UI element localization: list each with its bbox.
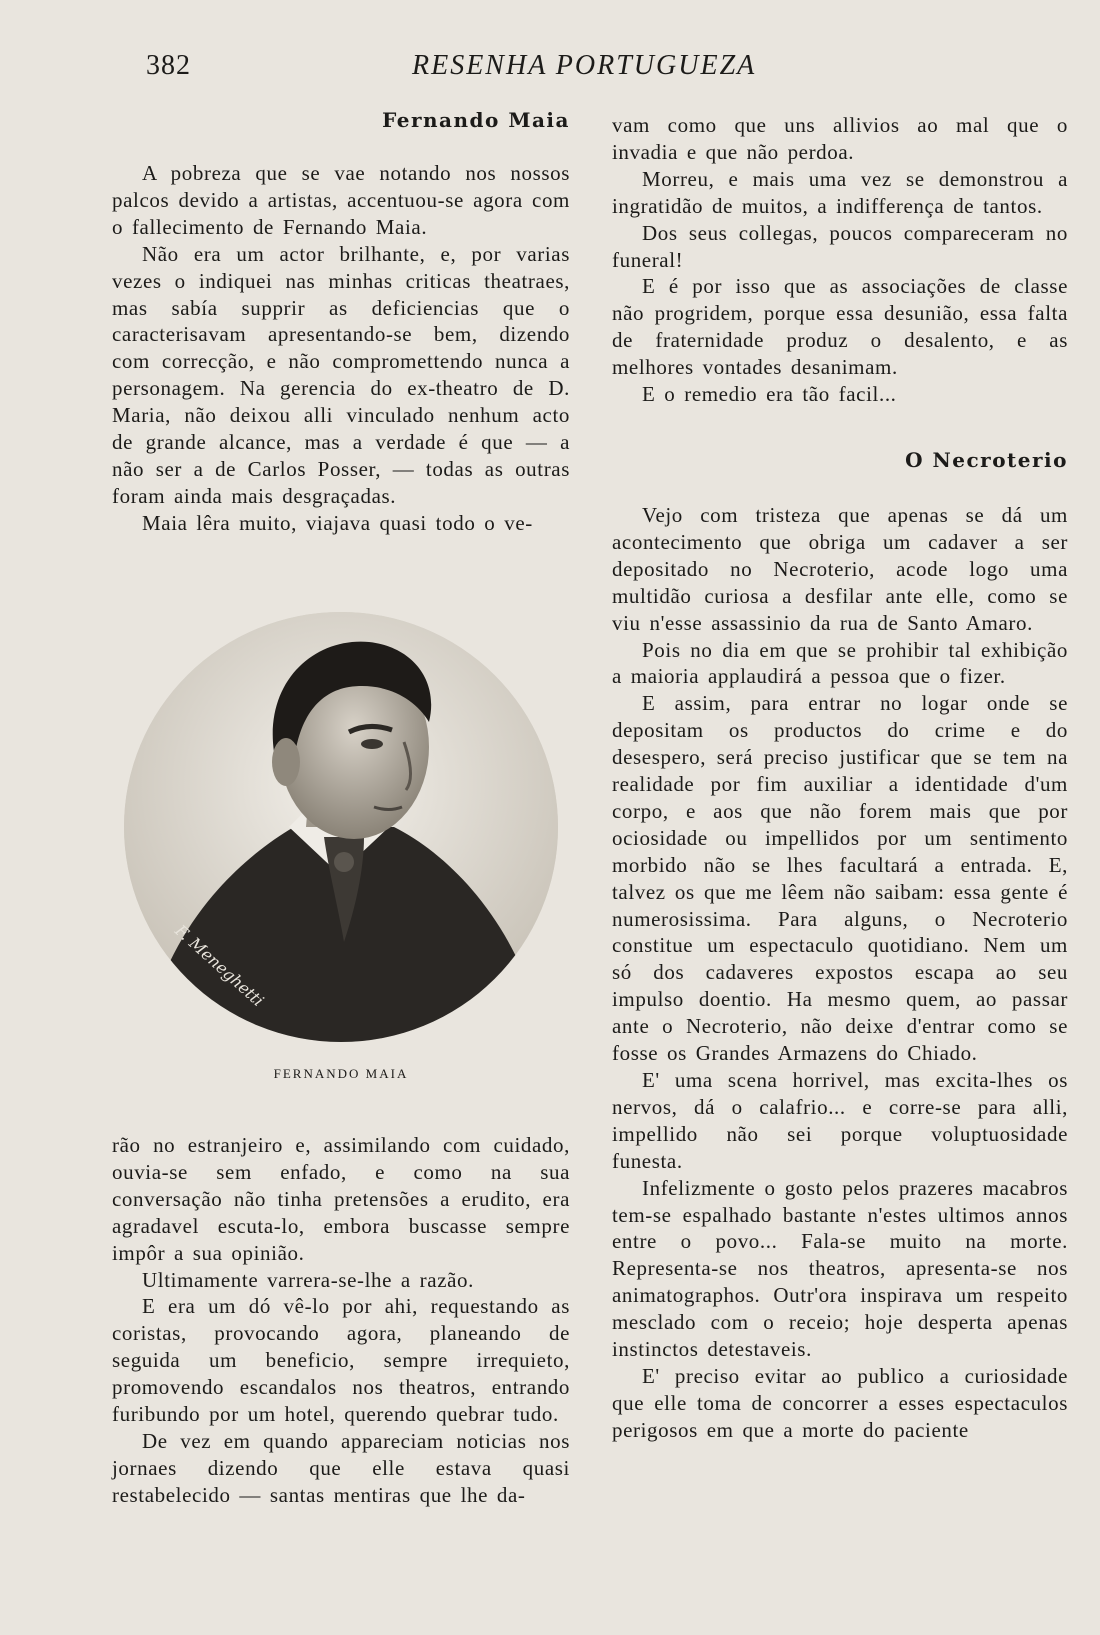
portrait-photo <box>124 612 558 1042</box>
article-title-necroterio: O Necroterio <box>905 447 1068 472</box>
article-paragraph: E' preciso evitar ao publico a curiosidade que elle toma de concorrer a esses espectaculos perigosos em que a morte do paciente <box>612 1363 1068 1442</box>
article-paragraph: E' uma scena horrivel, mas excita-lhes os nervos, dá o calafrio... e corre-se para alli, impellido não sei porque voluptuosidade funesta. <box>612 1068 1068 1173</box>
left-column <box>112 108 570 537</box>
right-column <box>612 112 1068 1444</box>
article-paragraph: Dos seus collegas, poucos compareceram no funeral! <box>612 220 1068 272</box>
article-paragraph: Ultimamente varrera-se-lhe a razão. <box>142 1267 474 1292</box>
article-paragraph: Morreu, e mais uma vez se demonstrou a ingratidão de muitos, a indifferença de tantos. <box>612 166 1068 218</box>
photo-signature: F. Meneghetti <box>171 920 268 1011</box>
article-paragraph: E é por isso que as associações de classe não progridem, porque essa desunião, essa falta de fraternidade produz o desalento, e as melhores vontades desanimam. <box>612 274 1068 380</box>
article-paragraph: rão no estranjeiro e, assimilando com cuidado, ouvia-se sem enfado, e como na sua conversação não tinha pretensões a erudito, era agradavel escuta-lo, embora buscasse sempre impôr a sua opinião. <box>112 1133 570 1265</box>
article-paragraph: Vejo com tristeza que apenas se dá um acontecimento que obriga um cadaver a ser depositado no Necroterio, acode logo uma multidão curiosa a desfilar ante elle, como se viu n'esse assassinio da rua de Santo Amaro. <box>612 502 1068 635</box>
left-column-lower <box>112 1132 570 1509</box>
article-paragraph: E era um dó vê-lo por ahi, requestando as coristas, provocando agora, planeando de seguida um beneficio, sempre irrequieto, promovendo escandalos nos theatros, entrando furibundo por um hotel, querendo quebrar tudo. <box>112 1294 570 1427</box>
running-title: RESENHA PORTUGUEZA <box>412 50 757 81</box>
article-paragraph: De vez em quando appareciam noticias nos jornaes dizendo que elle estava quasi restabelecido — santas mentiras que lhe da- <box>112 1428 570 1507</box>
article-paragraph: vam como que uns allivios ao mal que o invadia e que não perdoa. <box>612 113 1068 164</box>
article-paragraph: Maia lêra muito, viajava quasi todo o ve- <box>142 510 533 535</box>
page-header <box>0 50 1100 90</box>
article-paragraph: Pois no dia em que se prohibir tal exhibição a maioria applaudirá a pessoa que o fizer. <box>612 637 1068 689</box>
article-paragraph: E o remedio era tão facil... <box>642 382 897 407</box>
article-paragraph: Infelizmente o gosto pelos prazeres macabros tem-se espalhado bastante n'estes ultimos annos entre o povo... Fala-se muito na morte. Representa-se nos theatros, apresenta-se nos animatographos. Outr'ora inspirava um respeito mesclado com o receio; hoje desperta apenas instinctos detestaveis. <box>612 1175 1068 1362</box>
article-title-fernando-maia: Fernando Maia <box>382 108 570 132</box>
portrait-caption: FERNANDO MAIA <box>273 1066 409 1081</box>
page-number: 382 <box>146 50 191 81</box>
article-paragraph: E assim, para entrar no logar onde se depositam os productos do crime e do desespero, será preciso justificar que se tem na realidade por fim auxiliar a identidade d'um corpo, e aos que não forem mais que por ociosidade ou impellidos por um sentimento morbido não se lhes facultará a entrada. E, talvez os que me lêem não saibam: essa gente é numerosissima. Para alguns, o Necroterio constitue um espectaculo quotidiano. Nem um só dos cadaveres expostos escapa ao seu impulso doentio. Ha mesmo quem, ao passar ante o Necroterio, não deixe d'entrar como se fosse os Grandes Armazens do Chiado. <box>612 691 1068 1066</box>
portrait-illustration <box>124 612 558 1042</box>
article-paragraph: Não era um actor brilhante, e, por varias vezes o indiquei nas minhas criticas theatraes, mas sabía supprir as deficiencias que o caracterisavam apresentando-se bem, dizendo com correcção, e não compromettendo nunca a personagem. Na gerencia do ex-theatro de D. Maria, não deixou alli vinculado nenhum acto de grande alcance, mas a verdade é que — a não ser a de Carlos Posser, — todas as outras foram ainda mais desgraçadas. <box>112 241 570 508</box>
article-paragraph: A pobreza que se vae notando nos nossos palcos devido a artistas, accentuou-se agora com o fallecimento de Fernando Maia. <box>112 161 570 239</box>
